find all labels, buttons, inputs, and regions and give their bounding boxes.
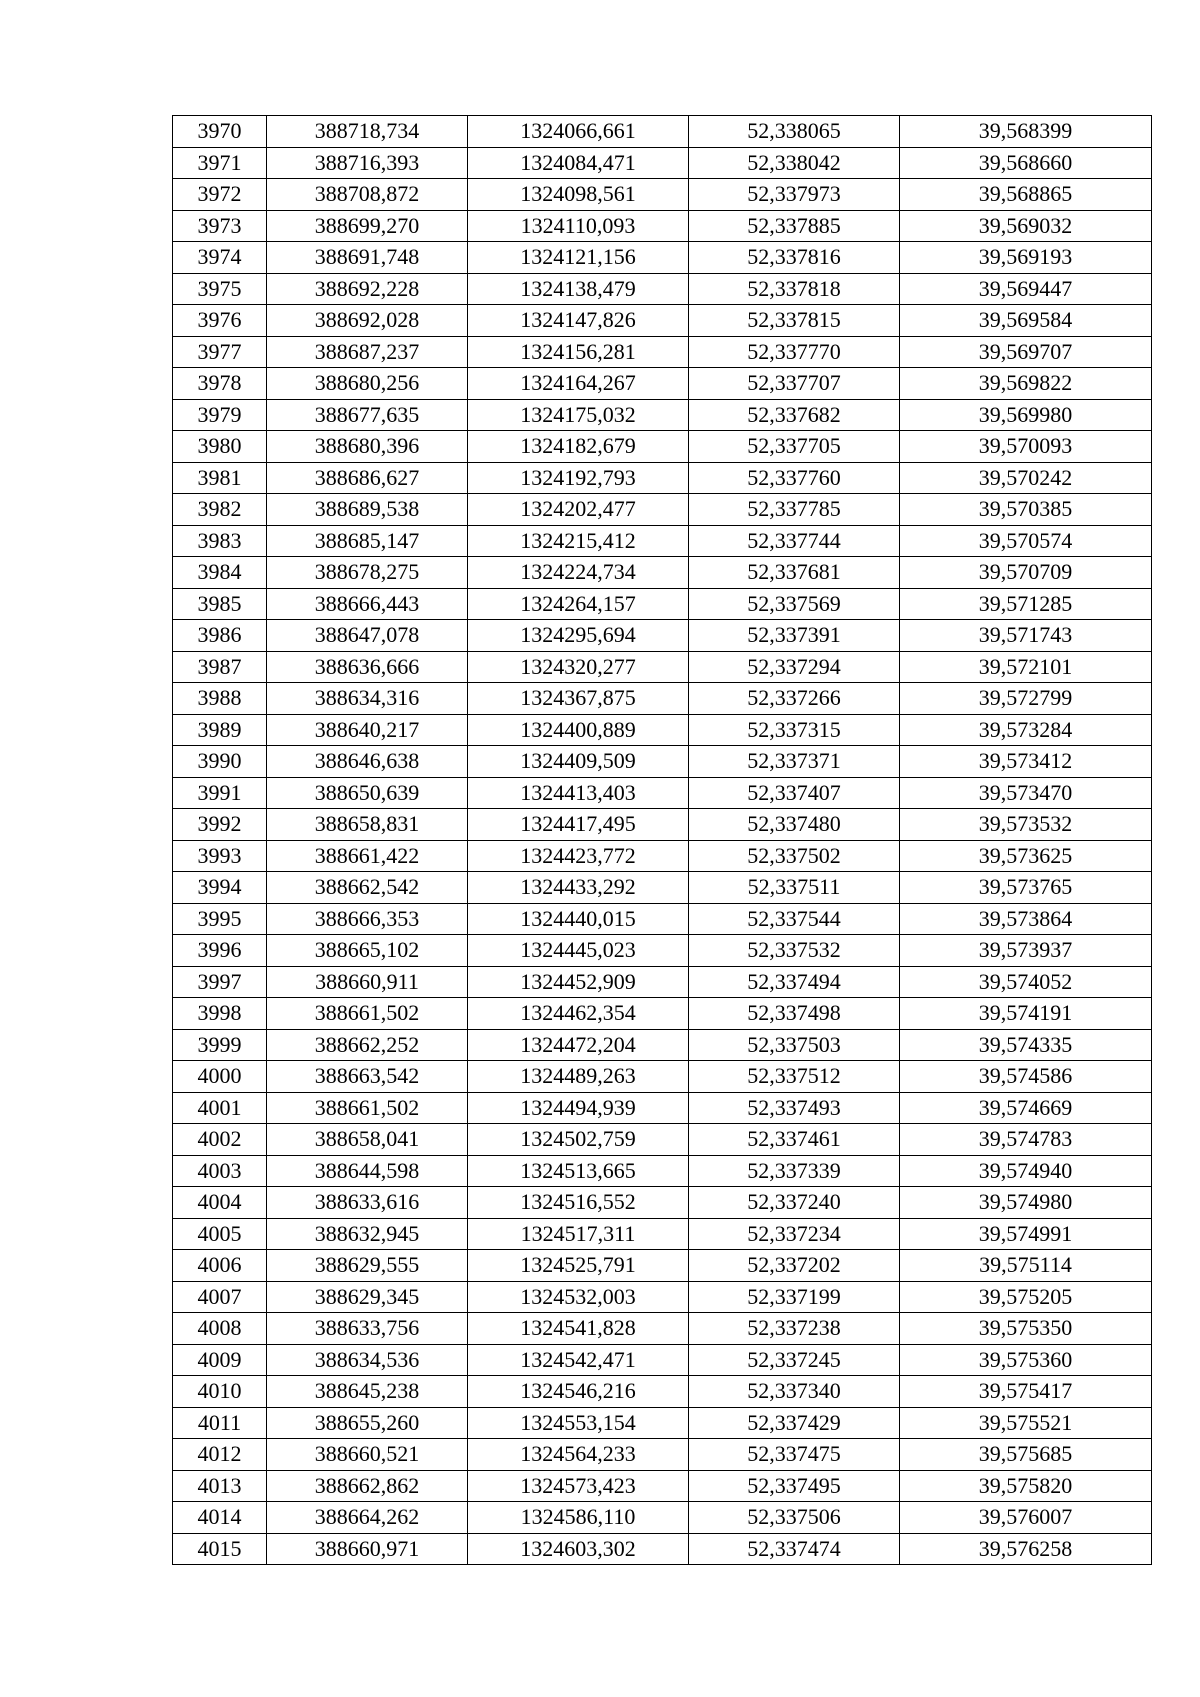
latitude-cell: 52,337245: [689, 1344, 900, 1376]
longitude-cell: 39,569447: [900, 273, 1152, 305]
y-coordinate-cell: 1324264,157: [468, 588, 689, 620]
table-row: [173, 1029, 1152, 1061]
longitude-cell: 39,573412: [900, 746, 1152, 778]
point-number-cell: 3988: [173, 683, 267, 715]
latitude-cell: 52,337681: [689, 557, 900, 589]
x-coordinate-cell: 388660,521: [267, 1439, 468, 1471]
x-coordinate-cell: 388660,911: [267, 966, 468, 998]
longitude-cell: 39,573765: [900, 872, 1152, 904]
latitude-cell: 52,337569: [689, 588, 900, 620]
point-number-cell: 3987: [173, 651, 267, 683]
table-row: [173, 620, 1152, 652]
y-coordinate-cell: 1324532,003: [468, 1281, 689, 1313]
latitude-cell: 52,337429: [689, 1407, 900, 1439]
point-number-cell: 3989: [173, 714, 267, 746]
latitude-cell: 52,337973: [689, 179, 900, 211]
y-coordinate-cell: 1324175,032: [468, 399, 689, 431]
point-number-cell: 3990: [173, 746, 267, 778]
y-coordinate-cell: 1324084,471: [468, 147, 689, 179]
latitude-cell: 52,337512: [689, 1061, 900, 1093]
longitude-cell: 39,574980: [900, 1187, 1152, 1219]
y-coordinate-cell: 1324066,661: [468, 116, 689, 148]
x-coordinate-cell: 388678,275: [267, 557, 468, 589]
latitude-cell: 52,337266: [689, 683, 900, 715]
longitude-cell: 39,575820: [900, 1470, 1152, 1502]
y-coordinate-cell: 1324110,093: [468, 210, 689, 242]
y-coordinate-cell: 1324502,759: [468, 1124, 689, 1156]
y-coordinate-cell: 1324433,292: [468, 872, 689, 904]
y-coordinate-cell: 1324417,495: [468, 809, 689, 841]
table-row: [173, 1502, 1152, 1534]
longitude-cell: 39,570709: [900, 557, 1152, 589]
latitude-cell: 52,337744: [689, 525, 900, 557]
longitude-cell: 39,571743: [900, 620, 1152, 652]
y-coordinate-cell: 1324462,354: [468, 998, 689, 1030]
x-coordinate-cell: 388716,393: [267, 147, 468, 179]
table-row: [173, 809, 1152, 841]
y-coordinate-cell: 1324164,267: [468, 368, 689, 400]
point-number-cell: 4003: [173, 1155, 267, 1187]
longitude-cell: 39,575521: [900, 1407, 1152, 1439]
latitude-cell: 52,337705: [689, 431, 900, 463]
x-coordinate-cell: 388680,396: [267, 431, 468, 463]
longitude-cell: 39,569980: [900, 399, 1152, 431]
y-coordinate-cell: 1324452,909: [468, 966, 689, 998]
point-number-cell: 3974: [173, 242, 267, 274]
longitude-cell: 39,575417: [900, 1376, 1152, 1408]
table-row: [173, 872, 1152, 904]
y-coordinate-cell: 1324489,263: [468, 1061, 689, 1093]
latitude-cell: 52,337238: [689, 1313, 900, 1345]
point-number-cell: 3979: [173, 399, 267, 431]
latitude-cell: 52,337391: [689, 620, 900, 652]
latitude-cell: 52,337785: [689, 494, 900, 526]
table-row: [173, 336, 1152, 368]
point-number-cell: 3976: [173, 305, 267, 337]
table-row: [173, 557, 1152, 589]
longitude-cell: 39,574335: [900, 1029, 1152, 1061]
table-row: [173, 1250, 1152, 1282]
y-coordinate-cell: 1324400,889: [468, 714, 689, 746]
y-coordinate-cell: 1324517,311: [468, 1218, 689, 1250]
longitude-cell: 39,572101: [900, 651, 1152, 683]
x-coordinate-cell: 388687,237: [267, 336, 468, 368]
latitude-cell: 52,337240: [689, 1187, 900, 1219]
longitude-cell: 39,574940: [900, 1155, 1152, 1187]
latitude-cell: 52,337340: [689, 1376, 900, 1408]
longitude-cell: 39,575114: [900, 1250, 1152, 1282]
table-row: [173, 683, 1152, 715]
latitude-cell: 52,337199: [689, 1281, 900, 1313]
x-coordinate-cell: 388646,638: [267, 746, 468, 778]
longitude-cell: 39,568865: [900, 179, 1152, 211]
latitude-cell: 52,338065: [689, 116, 900, 148]
point-number-cell: 3973: [173, 210, 267, 242]
latitude-cell: 52,337480: [689, 809, 900, 841]
table-row: [173, 273, 1152, 305]
y-coordinate-cell: 1324224,734: [468, 557, 689, 589]
longitude-cell: 39,571285: [900, 588, 1152, 620]
table-row: [173, 651, 1152, 683]
table-row: [173, 494, 1152, 526]
latitude-cell: 52,337816: [689, 242, 900, 274]
point-number-cell: 3972: [173, 179, 267, 211]
longitude-cell: 39,573864: [900, 903, 1152, 935]
point-number-cell: 4013: [173, 1470, 267, 1502]
latitude-cell: 52,337818: [689, 273, 900, 305]
longitude-cell: 39,570574: [900, 525, 1152, 557]
longitude-cell: 39,572799: [900, 683, 1152, 715]
table-row: [173, 179, 1152, 211]
x-coordinate-cell: 388662,542: [267, 872, 468, 904]
point-number-cell: 3981: [173, 462, 267, 494]
x-coordinate-cell: 388644,598: [267, 1155, 468, 1187]
point-number-cell: 3984: [173, 557, 267, 589]
longitude-cell: 39,568660: [900, 147, 1152, 179]
table-row: [173, 1439, 1152, 1471]
table-row: [173, 1344, 1152, 1376]
y-coordinate-cell: 1324413,403: [468, 777, 689, 809]
x-coordinate-cell: 388666,353: [267, 903, 468, 935]
latitude-cell: 52,337371: [689, 746, 900, 778]
point-number-cell: 4002: [173, 1124, 267, 1156]
longitude-cell: 39,573532: [900, 809, 1152, 841]
point-number-cell: 3994: [173, 872, 267, 904]
x-coordinate-cell: 388629,555: [267, 1250, 468, 1282]
longitude-cell: 39,575360: [900, 1344, 1152, 1376]
point-number-cell: 3982: [173, 494, 267, 526]
x-coordinate-cell: 388658,831: [267, 809, 468, 841]
latitude-cell: 52,337461: [689, 1124, 900, 1156]
x-coordinate-cell: 388664,262: [267, 1502, 468, 1534]
x-coordinate-cell: 388658,041: [267, 1124, 468, 1156]
y-coordinate-cell: 1324156,281: [468, 336, 689, 368]
point-number-cell: 4010: [173, 1376, 267, 1408]
latitude-cell: 52,337532: [689, 935, 900, 967]
y-coordinate-cell: 1324525,791: [468, 1250, 689, 1282]
longitude-cell: 39,573284: [900, 714, 1152, 746]
table-row: [173, 116, 1152, 148]
latitude-cell: 52,337815: [689, 305, 900, 337]
latitude-cell: 52,337682: [689, 399, 900, 431]
y-coordinate-cell: 1324541,828: [468, 1313, 689, 1345]
coordinates-table: [172, 115, 1152, 1565]
x-coordinate-cell: 388661,502: [267, 1092, 468, 1124]
point-number-cell: 3991: [173, 777, 267, 809]
coordinates-table-body: [173, 116, 1152, 1565]
table-row: [173, 305, 1152, 337]
point-number-cell: 4005: [173, 1218, 267, 1250]
longitude-cell: 39,569193: [900, 242, 1152, 274]
longitude-cell: 39,574191: [900, 998, 1152, 1030]
longitude-cell: 39,573625: [900, 840, 1152, 872]
y-coordinate-cell: 1324192,793: [468, 462, 689, 494]
table-row: [173, 431, 1152, 463]
x-coordinate-cell: 388661,422: [267, 840, 468, 872]
table-row: [173, 210, 1152, 242]
longitude-cell: 39,574052: [900, 966, 1152, 998]
x-coordinate-cell: 388666,443: [267, 588, 468, 620]
y-coordinate-cell: 1324138,479: [468, 273, 689, 305]
latitude-cell: 52,337707: [689, 368, 900, 400]
point-number-cell: 4008: [173, 1313, 267, 1345]
y-coordinate-cell: 1324202,477: [468, 494, 689, 526]
latitude-cell: 52,337315: [689, 714, 900, 746]
longitude-cell: 39,574991: [900, 1218, 1152, 1250]
point-number-cell: 3998: [173, 998, 267, 1030]
y-coordinate-cell: 1324513,665: [468, 1155, 689, 1187]
table-row: [173, 1281, 1152, 1313]
point-number-cell: 3995: [173, 903, 267, 935]
latitude-cell: 52,337294: [689, 651, 900, 683]
y-coordinate-cell: 1324367,875: [468, 683, 689, 715]
point-number-cell: 4001: [173, 1092, 267, 1124]
x-coordinate-cell: 388680,256: [267, 368, 468, 400]
longitude-cell: 39,575685: [900, 1439, 1152, 1471]
x-coordinate-cell: 388692,228: [267, 273, 468, 305]
table-row: [173, 1187, 1152, 1219]
point-number-cell: 4006: [173, 1250, 267, 1282]
y-coordinate-cell: 1324423,772: [468, 840, 689, 872]
y-coordinate-cell: 1324573,423: [468, 1470, 689, 1502]
table-row: [173, 1470, 1152, 1502]
x-coordinate-cell: 388662,252: [267, 1029, 468, 1061]
point-number-cell: 4014: [173, 1502, 267, 1534]
y-coordinate-cell: 1324121,156: [468, 242, 689, 274]
x-coordinate-cell: 388660,971: [267, 1533, 468, 1565]
latitude-cell: 52,337503: [689, 1029, 900, 1061]
x-coordinate-cell: 388661,502: [267, 998, 468, 1030]
longitude-cell: 39,573470: [900, 777, 1152, 809]
x-coordinate-cell: 388633,616: [267, 1187, 468, 1219]
y-coordinate-cell: 1324472,204: [468, 1029, 689, 1061]
y-coordinate-cell: 1324440,015: [468, 903, 689, 935]
table-row: [173, 966, 1152, 998]
x-coordinate-cell: 388647,078: [267, 620, 468, 652]
x-coordinate-cell: 388662,862: [267, 1470, 468, 1502]
x-coordinate-cell: 388655,260: [267, 1407, 468, 1439]
x-coordinate-cell: 388634,316: [267, 683, 468, 715]
y-coordinate-cell: 1324546,216: [468, 1376, 689, 1408]
point-number-cell: 3983: [173, 525, 267, 557]
point-number-cell: 3977: [173, 336, 267, 368]
latitude-cell: 52,337506: [689, 1502, 900, 1534]
table-row: [173, 525, 1152, 557]
x-coordinate-cell: 388650,639: [267, 777, 468, 809]
table-row: [173, 1061, 1152, 1093]
longitude-cell: 39,575205: [900, 1281, 1152, 1313]
latitude-cell: 52,337885: [689, 210, 900, 242]
y-coordinate-cell: 1324553,154: [468, 1407, 689, 1439]
x-coordinate-cell: 388685,147: [267, 525, 468, 557]
y-coordinate-cell: 1324320,277: [468, 651, 689, 683]
latitude-cell: 52,337202: [689, 1250, 900, 1282]
table-row: [173, 903, 1152, 935]
y-coordinate-cell: 1324295,694: [468, 620, 689, 652]
table-row: [173, 1376, 1152, 1408]
point-number-cell: 4007: [173, 1281, 267, 1313]
table-row: [173, 147, 1152, 179]
x-coordinate-cell: 388689,538: [267, 494, 468, 526]
x-coordinate-cell: 388636,666: [267, 651, 468, 683]
latitude-cell: 52,337475: [689, 1439, 900, 1471]
x-coordinate-cell: 388640,217: [267, 714, 468, 746]
table-row: [173, 462, 1152, 494]
table-row: [173, 998, 1152, 1030]
table-row: [173, 1533, 1152, 1565]
x-coordinate-cell: 388629,345: [267, 1281, 468, 1313]
longitude-cell: 39,575350: [900, 1313, 1152, 1345]
longitude-cell: 39,568399: [900, 116, 1152, 148]
latitude-cell: 52,337511: [689, 872, 900, 904]
latitude-cell: 52,338042: [689, 147, 900, 179]
longitude-cell: 39,569822: [900, 368, 1152, 400]
latitude-cell: 52,337407: [689, 777, 900, 809]
table-row: [173, 242, 1152, 274]
latitude-cell: 52,337770: [689, 336, 900, 368]
y-coordinate-cell: 1324409,509: [468, 746, 689, 778]
latitude-cell: 52,337493: [689, 1092, 900, 1124]
table-row: [173, 1313, 1152, 1345]
y-coordinate-cell: 1324098,561: [468, 179, 689, 211]
point-number-cell: 4012: [173, 1439, 267, 1471]
point-number-cell: 4000: [173, 1061, 267, 1093]
point-number-cell: 3978: [173, 368, 267, 400]
x-coordinate-cell: 388634,536: [267, 1344, 468, 1376]
point-number-cell: 3970: [173, 116, 267, 148]
latitude-cell: 52,337495: [689, 1470, 900, 1502]
point-number-cell: 3975: [173, 273, 267, 305]
y-coordinate-cell: 1324564,233: [468, 1439, 689, 1471]
longitude-cell: 39,569584: [900, 305, 1152, 337]
point-number-cell: 4004: [173, 1187, 267, 1219]
table-row: [173, 935, 1152, 967]
table-row: [173, 399, 1152, 431]
table-row: [173, 1155, 1152, 1187]
y-coordinate-cell: 1324182,679: [468, 431, 689, 463]
x-coordinate-cell: 388708,872: [267, 179, 468, 211]
table-row: [173, 1092, 1152, 1124]
table-row: [173, 714, 1152, 746]
y-coordinate-cell: 1324542,471: [468, 1344, 689, 1376]
y-coordinate-cell: 1324603,302: [468, 1533, 689, 1565]
x-coordinate-cell: 388632,945: [267, 1218, 468, 1250]
x-coordinate-cell: 388699,270: [267, 210, 468, 242]
point-number-cell: 3993: [173, 840, 267, 872]
longitude-cell: 39,574586: [900, 1061, 1152, 1093]
longitude-cell: 39,570385: [900, 494, 1152, 526]
longitude-cell: 39,570242: [900, 462, 1152, 494]
point-number-cell: 3999: [173, 1029, 267, 1061]
point-number-cell: 3986: [173, 620, 267, 652]
x-coordinate-cell: 388718,734: [267, 116, 468, 148]
point-number-cell: 3980: [173, 431, 267, 463]
y-coordinate-cell: 1324494,939: [468, 1092, 689, 1124]
point-number-cell: 3985: [173, 588, 267, 620]
longitude-cell: 39,569032: [900, 210, 1152, 242]
table-row: [173, 1124, 1152, 1156]
latitude-cell: 52,337474: [689, 1533, 900, 1565]
table-row: [173, 777, 1152, 809]
longitude-cell: 39,573937: [900, 935, 1152, 967]
latitude-cell: 52,337502: [689, 840, 900, 872]
table-row: [173, 840, 1152, 872]
longitude-cell: 39,576258: [900, 1533, 1152, 1565]
point-number-cell: 3971: [173, 147, 267, 179]
longitude-cell: 39,569707: [900, 336, 1152, 368]
longitude-cell: 39,570093: [900, 431, 1152, 463]
latitude-cell: 52,337498: [689, 998, 900, 1030]
latitude-cell: 52,337494: [689, 966, 900, 998]
latitude-cell: 52,337544: [689, 903, 900, 935]
table-row: [173, 368, 1152, 400]
latitude-cell: 52,337234: [689, 1218, 900, 1250]
y-coordinate-cell: 1324445,023: [468, 935, 689, 967]
longitude-cell: 39,576007: [900, 1502, 1152, 1534]
table-row: [173, 1407, 1152, 1439]
y-coordinate-cell: 1324215,412: [468, 525, 689, 557]
latitude-cell: 52,337760: [689, 462, 900, 494]
x-coordinate-cell: 388691,748: [267, 242, 468, 274]
x-coordinate-cell: 388692,028: [267, 305, 468, 337]
x-coordinate-cell: 388633,756: [267, 1313, 468, 1345]
x-coordinate-cell: 388665,102: [267, 935, 468, 967]
point-number-cell: 3996: [173, 935, 267, 967]
longitude-cell: 39,574669: [900, 1092, 1152, 1124]
x-coordinate-cell: 388686,627: [267, 462, 468, 494]
x-coordinate-cell: 388677,635: [267, 399, 468, 431]
x-coordinate-cell: 388645,238: [267, 1376, 468, 1408]
latitude-cell: 52,337339: [689, 1155, 900, 1187]
table-row: [173, 746, 1152, 778]
point-number-cell: 4009: [173, 1344, 267, 1376]
y-coordinate-cell: 1324586,110: [468, 1502, 689, 1534]
table-row: [173, 588, 1152, 620]
y-coordinate-cell: 1324147,826: [468, 305, 689, 337]
y-coordinate-cell: 1324516,552: [468, 1187, 689, 1219]
longitude-cell: 39,574783: [900, 1124, 1152, 1156]
point-number-cell: 3997: [173, 966, 267, 998]
point-number-cell: 3992: [173, 809, 267, 841]
x-coordinate-cell: 388663,542: [267, 1061, 468, 1093]
point-number-cell: 4015: [173, 1533, 267, 1565]
table-row: [173, 1218, 1152, 1250]
point-number-cell: 4011: [173, 1407, 267, 1439]
